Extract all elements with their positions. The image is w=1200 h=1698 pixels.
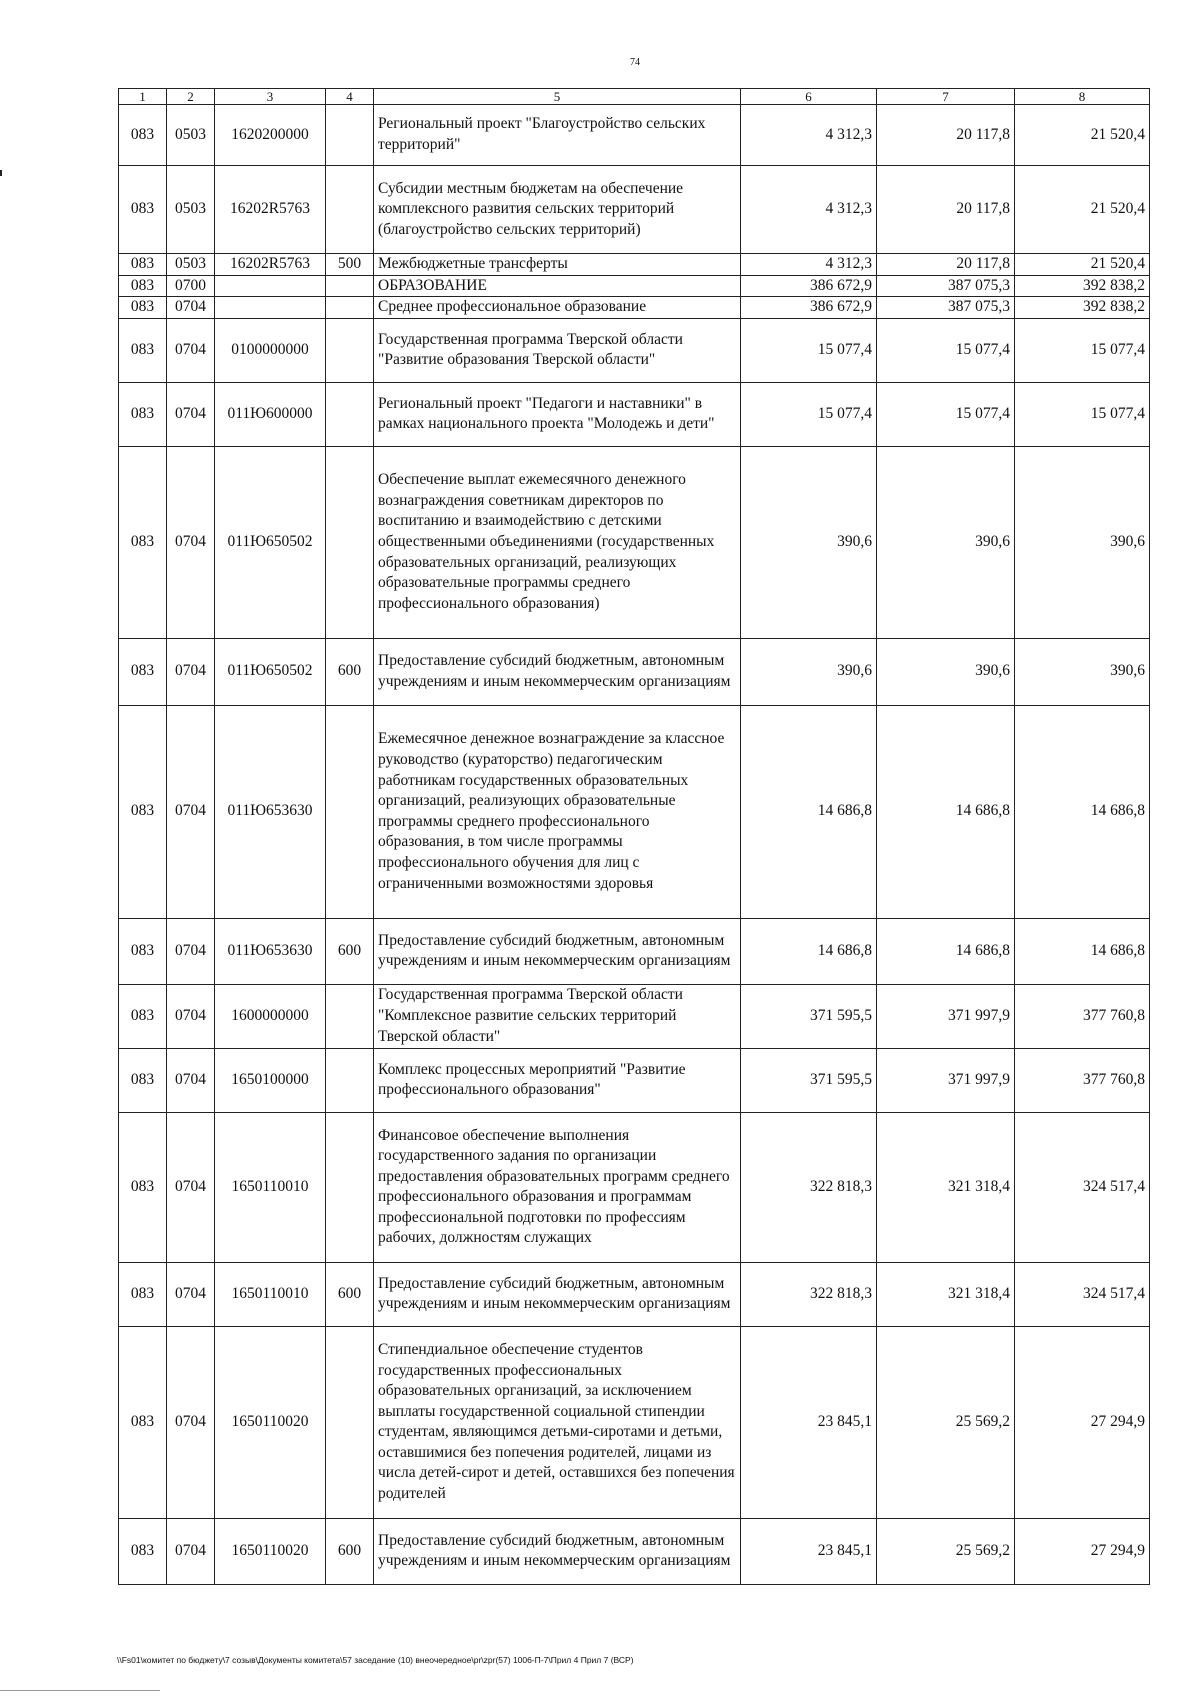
amount-year1-cell: 15 077,4 <box>741 318 877 382</box>
amount-year1-cell: 371 595,5 <box>741 984 877 1048</box>
amount-year1-cell: 14 686,8 <box>741 918 877 984</box>
admin-code-cell: 083 <box>119 446 167 638</box>
amount-year3-cell: 390,6 <box>1015 446 1150 638</box>
section-code-cell: 0700 <box>167 275 215 297</box>
admin-code-cell: 083 <box>119 1048 167 1112</box>
target-code-cell: 011Ю650502 <box>215 446 326 638</box>
table-row <box>119 318 1150 382</box>
section-code-cell: 0503 <box>167 105 215 166</box>
target-code-cell: 1650110020 <box>215 1518 326 1584</box>
amount-year1-cell: 15 077,4 <box>741 382 877 446</box>
table-row <box>119 446 1150 638</box>
column-header: 1 <box>119 89 167 105</box>
admin-code-cell: 083 <box>119 105 167 166</box>
column-header: 4 <box>326 89 374 105</box>
column-header: 5 <box>374 89 741 105</box>
table-row <box>119 166 1150 254</box>
admin-code-cell: 083 <box>119 1326 167 1518</box>
section-code-cell: 0704 <box>167 918 215 984</box>
amount-year1-cell: 4 312,3 <box>741 166 877 254</box>
admin-code-cell: 083 <box>119 166 167 254</box>
amount-year3-cell: 392 838,2 <box>1015 297 1150 319</box>
scan-edge-mark <box>0 1690 160 1691</box>
amount-year2-cell: 390,6 <box>877 446 1015 638</box>
amount-year1-cell: 371 595,5 <box>741 1048 877 1112</box>
amount-year2-cell: 14 686,8 <box>877 705 1015 918</box>
amount-year2-cell: 20 117,8 <box>877 105 1015 166</box>
table-row <box>119 254 1150 276</box>
item-name-cell: Финансовое обеспечение выполнения государственного задания по организации предоставления образовательных программ среднего профессионального образования и программам профессиональной подготовки по профессиям рабочих, должностям служащих <box>374 1112 741 1262</box>
amount-year2-cell: 387 075,3 <box>877 297 1015 319</box>
footer-file-path: \\Fs01\комитет по бюджету\7 созыв\Документы комитета\57 заседание (10) внеочередное\pr\zpr(57) 1006-П-7\Прил 4 Прил 7 (ВСР) <box>117 1655 634 1665</box>
table-row <box>119 984 1150 1048</box>
target-code-cell: 011Ю600000 <box>215 382 326 446</box>
expense-type-cell: 500 <box>326 254 374 276</box>
scan-edge-mark <box>0 170 2 176</box>
amount-year3-cell: 377 760,8 <box>1015 984 1150 1048</box>
section-code-cell: 0704 <box>167 705 215 918</box>
expense-type-cell <box>326 166 374 254</box>
item-name-cell: Обеспечение выплат ежемесячного денежного вознаграждения советникам директоров по воспитанию и взаимодействию с детскими общественными объединениями (государственных образовательных организаций, реализующих образовательные программы среднего профессионального образования) <box>374 446 741 638</box>
item-name-cell: Среднее профессиональное образование <box>374 297 741 319</box>
amount-year3-cell: 21 520,4 <box>1015 105 1150 166</box>
admin-code-cell: 083 <box>119 638 167 705</box>
amount-year3-cell: 377 760,8 <box>1015 1048 1150 1112</box>
amount-year1-cell: 4 312,3 <box>741 254 877 276</box>
admin-code-cell: 083 <box>119 318 167 382</box>
target-code-cell: 011Ю653630 <box>215 705 326 918</box>
table-row <box>119 1048 1150 1112</box>
column-header: 7 <box>877 89 1015 105</box>
amount-year2-cell: 371 997,9 <box>877 1048 1015 1112</box>
section-code-cell: 0704 <box>167 1112 215 1262</box>
amount-year1-cell: 4 312,3 <box>741 105 877 166</box>
expense-type-cell <box>326 1326 374 1518</box>
admin-code-cell: 083 <box>119 705 167 918</box>
item-name-cell: Предоставление субсидий бюджетным, автономным учреждениям и иным некоммерческим организациям <box>374 638 741 705</box>
target-code-cell: 1650110010 <box>215 1112 326 1262</box>
expense-type-cell <box>326 446 374 638</box>
column-header: 8 <box>1015 89 1150 105</box>
amount-year3-cell: 14 686,8 <box>1015 918 1150 984</box>
amount-year1-cell: 23 845,1 <box>741 1518 877 1584</box>
item-name-cell: Стипендиальное обеспечение студентов государственных профессиональных образовательных организаций, за исключением выплаты государственной социальной стипендии студентам, являющимся детьми-сиротами и детьми, оставшимися без попечения родителей, лицами из числа детей-сирот и детей, оставшихся без попечения родителей <box>374 1326 741 1518</box>
table-row <box>119 1112 1150 1262</box>
section-code-cell: 0704 <box>167 446 215 638</box>
admin-code-cell: 083 <box>119 1262 167 1326</box>
table-row <box>119 297 1150 319</box>
table-row <box>119 918 1150 984</box>
expense-type-cell: 600 <box>326 918 374 984</box>
item-name-cell: Региональный проект "Благоустройство сельских территорий" <box>374 105 741 166</box>
amount-year1-cell: 390,6 <box>741 638 877 705</box>
amount-year3-cell: 324 517,4 <box>1015 1262 1150 1326</box>
section-code-cell: 0704 <box>167 984 215 1048</box>
section-code-cell: 0503 <box>167 254 215 276</box>
expense-type-cell <box>326 275 374 297</box>
amount-year2-cell: 321 318,4 <box>877 1112 1015 1262</box>
amount-year2-cell: 14 686,8 <box>877 918 1015 984</box>
expense-type-cell: 600 <box>326 1262 374 1326</box>
target-code-cell: 1600000000 <box>215 984 326 1048</box>
section-code-cell: 0704 <box>167 382 215 446</box>
amount-year1-cell: 386 672,9 <box>741 275 877 297</box>
expense-type-cell <box>326 297 374 319</box>
item-name-cell: Государственная программа Тверской области "Комплексное развитие сельских территорий Тверской области" <box>374 984 741 1048</box>
item-name-cell: Комплекс процессных мероприятий "Развитие профессионального образования" <box>374 1048 741 1112</box>
amount-year2-cell: 20 117,8 <box>877 166 1015 254</box>
table-row <box>119 1326 1150 1518</box>
admin-code-cell: 083 <box>119 918 167 984</box>
item-name-cell: Межбюджетные трансферты <box>374 254 741 276</box>
target-code-cell: 16202R5763 <box>215 166 326 254</box>
page-number: 74 <box>630 57 640 68</box>
item-name-cell: Предоставление субсидий бюджетным, автономным учреждениям и иным некоммерческим организациям <box>374 1518 741 1584</box>
target-code-cell: 0100000000 <box>215 318 326 382</box>
target-code-cell: 011Ю653630 <box>215 918 326 984</box>
amount-year3-cell: 392 838,2 <box>1015 275 1150 297</box>
table-row <box>119 275 1150 297</box>
budget-table <box>118 88 1150 1585</box>
item-name-cell: Предоставление субсидий бюджетным, автономным учреждениям и иным некоммерческим организациям <box>374 1262 741 1326</box>
target-code-cell: 1650110020 <box>215 1326 326 1518</box>
column-header: 3 <box>215 89 326 105</box>
amount-year3-cell: 15 077,4 <box>1015 318 1150 382</box>
target-code-cell: 16202R5763 <box>215 254 326 276</box>
amount-year1-cell: 322 818,3 <box>741 1112 877 1262</box>
admin-code-cell: 083 <box>119 297 167 319</box>
amount-year1-cell: 322 818,3 <box>741 1262 877 1326</box>
amount-year3-cell: 27 294,9 <box>1015 1326 1150 1518</box>
table-row <box>119 1262 1150 1326</box>
expense-type-cell <box>326 105 374 166</box>
section-code-cell: 0503 <box>167 166 215 254</box>
admin-code-cell: 083 <box>119 1518 167 1584</box>
admin-code-cell: 083 <box>119 382 167 446</box>
amount-year1-cell: 23 845,1 <box>741 1326 877 1518</box>
target-code-cell: 1650100000 <box>215 1048 326 1112</box>
amount-year2-cell: 15 077,4 <box>877 382 1015 446</box>
item-name-cell: Предоставление субсидий бюджетным, автономным учреждениям и иным некоммерческим организациям <box>374 918 741 984</box>
column-header: 6 <box>741 89 877 105</box>
expense-type-cell <box>326 984 374 1048</box>
amount-year2-cell: 15 077,4 <box>877 318 1015 382</box>
admin-code-cell: 083 <box>119 275 167 297</box>
expense-type-cell <box>326 382 374 446</box>
section-code-cell: 0704 <box>167 1048 215 1112</box>
amount-year3-cell: 15 077,4 <box>1015 382 1150 446</box>
table-row <box>119 638 1150 705</box>
amount-year1-cell: 386 672,9 <box>741 297 877 319</box>
target-code-cell <box>215 297 326 319</box>
expense-type-cell <box>326 318 374 382</box>
target-code-cell: 1650110010 <box>215 1262 326 1326</box>
table-header-row <box>119 89 1150 105</box>
table-row <box>119 705 1150 918</box>
amount-year1-cell: 390,6 <box>741 446 877 638</box>
admin-code-cell: 083 <box>119 1112 167 1262</box>
table-row <box>119 1518 1150 1584</box>
amount-year1-cell: 14 686,8 <box>741 705 877 918</box>
amount-year3-cell: 21 520,4 <box>1015 254 1150 276</box>
amount-year3-cell: 390,6 <box>1015 638 1150 705</box>
expense-type-cell: 600 <box>326 638 374 705</box>
amount-year3-cell: 27 294,9 <box>1015 1518 1150 1584</box>
amount-year3-cell: 14 686,8 <box>1015 705 1150 918</box>
section-code-cell: 0704 <box>167 1262 215 1326</box>
target-code-cell: 011Ю650502 <box>215 638 326 705</box>
section-code-cell: 0704 <box>167 318 215 382</box>
section-code-cell: 0704 <box>167 297 215 319</box>
item-name-cell: ОБРАЗОВАНИЕ <box>374 275 741 297</box>
amount-year3-cell: 324 517,4 <box>1015 1112 1150 1262</box>
section-code-cell: 0704 <box>167 1326 215 1518</box>
item-name-cell: Субсидии местным бюджетам на обеспечение комплексного развития сельских территорий (благоустройство сельских территорий) <box>374 166 741 254</box>
table-row <box>119 382 1150 446</box>
section-code-cell: 0704 <box>167 638 215 705</box>
target-code-cell: 1620200000 <box>215 105 326 166</box>
amount-year2-cell: 321 318,4 <box>877 1262 1015 1326</box>
admin-code-cell: 083 <box>119 254 167 276</box>
expense-type-cell <box>326 1112 374 1262</box>
admin-code-cell: 083 <box>119 984 167 1048</box>
amount-year2-cell: 25 569,2 <box>877 1326 1015 1518</box>
target-code-cell <box>215 275 326 297</box>
table-row <box>119 105 1150 166</box>
amount-year2-cell: 390,6 <box>877 638 1015 705</box>
amount-year3-cell: 21 520,4 <box>1015 166 1150 254</box>
amount-year2-cell: 371 997,9 <box>877 984 1015 1048</box>
item-name-cell: Региональный проект "Педагоги и наставники" в рамках национального проекта "Молодежь и дети" <box>374 382 741 446</box>
expense-type-cell <box>326 705 374 918</box>
amount-year2-cell: 387 075,3 <box>877 275 1015 297</box>
amount-year2-cell: 25 569,2 <box>877 1518 1015 1584</box>
amount-year2-cell: 20 117,8 <box>877 254 1015 276</box>
section-code-cell: 0704 <box>167 1518 215 1584</box>
expense-type-cell: 600 <box>326 1518 374 1584</box>
expense-type-cell <box>326 1048 374 1112</box>
column-header: 2 <box>167 89 215 105</box>
item-name-cell: Ежемесячное денежное вознаграждение за классное руководство (кураторство) педагогическим работникам государственных образовательных организаций, реализующих образовательные программы среднего профессионального образования, в том числе программы профессионального обучения для лиц с ограниченными возможностями здоровья <box>374 705 741 918</box>
item-name-cell: Государственная программа Тверской области "Развитие образования Тверской области" <box>374 318 741 382</box>
